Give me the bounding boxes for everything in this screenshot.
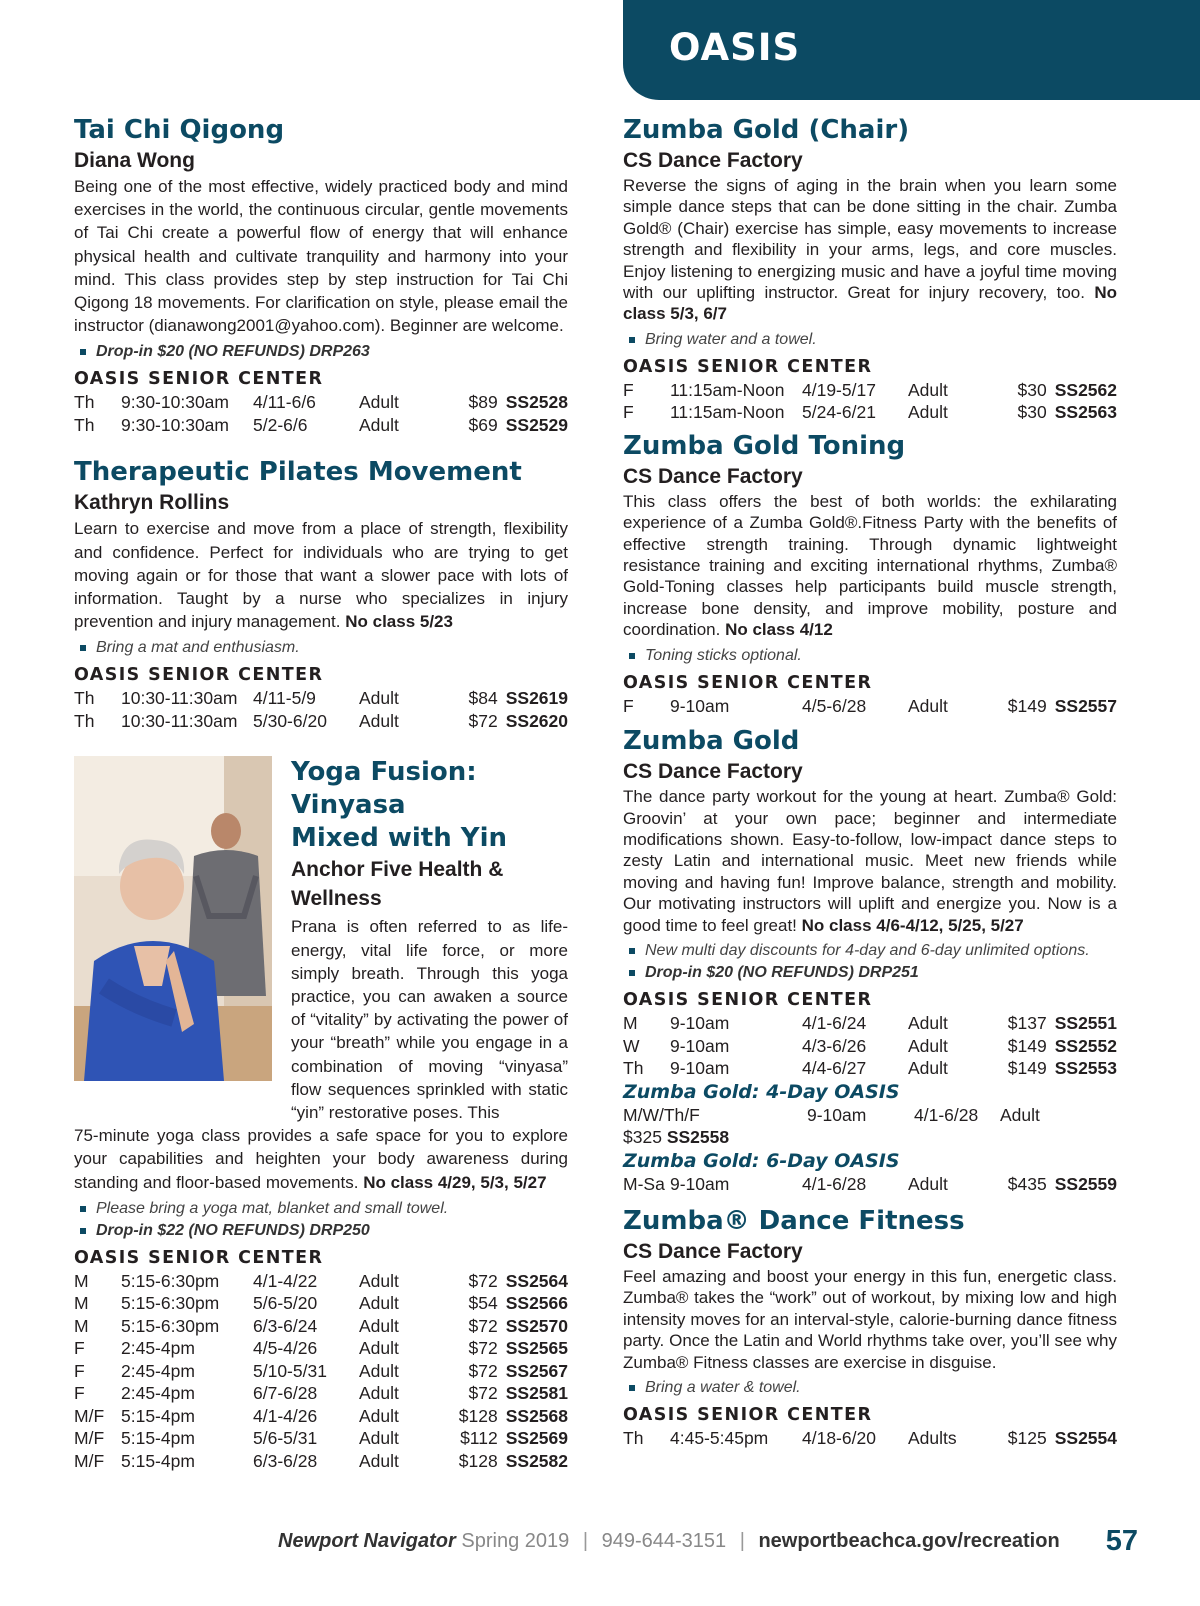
- cell-age: Adult: [908, 1058, 948, 1079]
- cell-fee: $89: [468, 392, 498, 413]
- footer-phone: 949-644-3151: [601, 1530, 727, 1552]
- course-instructor: CS Dance Factory: [623, 149, 803, 172]
- cell-age: Adult: [908, 695, 948, 716]
- cell-dates: 6/3-6/28: [253, 1450, 318, 1471]
- schedule-table: [623, 695, 1117, 718]
- table-row: [74, 687, 568, 710]
- cell-fee: $149: [1007, 695, 1047, 716]
- cell-dates: 4/18-6/20: [802, 1428, 876, 1449]
- cell-code: SS2554: [1054, 1428, 1117, 1449]
- cell-days: M-Sa: [623, 1173, 665, 1194]
- table-row: [74, 1360, 568, 1383]
- cell-fee: $72: [468, 710, 498, 731]
- cell-time: 5:15-6:30pm: [121, 1315, 220, 1336]
- cell-age: Adult: [908, 1013, 948, 1034]
- note-item: Bring water and a towel.: [645, 329, 1117, 351]
- cell-dates: 4/1-6/28: [914, 1104, 979, 1125]
- note-item: Drop-in $20 (NO REFUNDS) DRP251: [645, 962, 1117, 984]
- section-tab: [623, 0, 1200, 100]
- cell-dates: 4/1-6/28: [802, 1173, 867, 1194]
- cell-time: 4:45-5:45pm: [670, 1428, 769, 1449]
- page-number: 57: [1105, 1525, 1138, 1557]
- cell-fee: $325: [623, 1127, 662, 1148]
- cell-age: Adult: [359, 1383, 399, 1404]
- table-row: [74, 391, 568, 414]
- cell-age: Adult: [359, 1315, 399, 1336]
- cell-age: Adult: [1000, 1104, 1040, 1125]
- cell-dates: 5/10-5/31: [253, 1360, 327, 1381]
- cell-days: M/F: [74, 1405, 105, 1426]
- page-footer: [278, 1525, 1138, 1564]
- cell-days: M: [74, 1270, 89, 1291]
- cell-code: SS2564: [505, 1270, 568, 1291]
- table-row: [623, 1427, 1117, 1450]
- schedule-table: [74, 687, 568, 732]
- schedule-table: [74, 391, 568, 436]
- course-title: Zumba Gold Toning: [623, 430, 906, 461]
- course-notes: [623, 329, 1117, 351]
- cell-time: 5:15-4pm: [121, 1405, 195, 1426]
- description-text: Learn to exercise and move from a place of strength, flexibility and confidence. Perfect for individuals who are trying to get moving again or for those that want a slower pace with lots of information. Taught by a nurse who specializes in injury prevention and injury management.: [74, 519, 568, 632]
- cell-time: 9-10am: [670, 1013, 730, 1034]
- table-row: [623, 695, 1117, 718]
- schedule-table: [623, 1012, 1117, 1080]
- cell-time: 9:30-10:30am: [121, 392, 229, 413]
- cell-age: Adult: [359, 710, 399, 731]
- cell-age: Adult: [359, 1428, 399, 1449]
- cell-code: SS2528: [505, 392, 568, 413]
- footer-url[interactable]: newportbeachca.gov/recreation: [758, 1530, 1060, 1552]
- course-instructor: Diana Wong: [74, 149, 195, 172]
- table-row: [623, 1057, 1117, 1080]
- course-zumba-chair: [623, 114, 1117, 424]
- course-notes: [74, 341, 568, 363]
- yoga-photo-illustration: [74, 756, 272, 1081]
- no-class-text: No class 4/29, 5/3, 5/27: [363, 1172, 547, 1192]
- schedule-table: [623, 1427, 1117, 1450]
- cell-dates: 4/1-4/22: [253, 1270, 318, 1291]
- table-row: [623, 1035, 1117, 1058]
- cell-fee: $54: [468, 1293, 498, 1314]
- cell-fee: $72: [468, 1360, 498, 1381]
- yoga-heading: [291, 756, 568, 913]
- note-item: Bring a water & towel.: [645, 1377, 1117, 1399]
- cell-code: SS2563: [1054, 402, 1117, 423]
- cell-code: SS2567: [505, 1360, 568, 1381]
- cell-days: F: [74, 1383, 85, 1404]
- table-row: [74, 1270, 568, 1293]
- note-item: Toning sticks optional.: [645, 645, 1117, 667]
- location-label: OASIS SENIOR CENTER: [623, 672, 873, 693]
- subsection-title: Zumba Gold: 6-Day OASIS: [623, 1149, 900, 1172]
- course-notes: [623, 1377, 1117, 1399]
- cell-fee: $149: [1007, 1035, 1047, 1056]
- cell-days: M/F: [74, 1428, 105, 1449]
- description-text: This class offers the best of both worlds: the exhilarating experience of a Zumba Gold®.Fitness Party with the benefits of effective strength training. Through dynamic lightweight resistance training and exciting international rhythms, Zumba® Gold-Toning classes help participants build muscle strength, increase bone density, and improve mobility, posture and coordination.: [623, 491, 1117, 640]
- table-row: [74, 414, 568, 437]
- cell-days: F: [74, 1360, 85, 1381]
- cell-days: Th: [74, 414, 95, 435]
- subsection-title: Zumba Gold: 4-Day OASIS: [623, 1080, 900, 1103]
- cell-code: SS2558: [666, 1127, 730, 1148]
- left-column: [74, 114, 568, 1472]
- cell-days: Th: [74, 710, 95, 731]
- course-notes: [74, 637, 568, 659]
- course-yoga: [74, 756, 568, 1472]
- no-class-text: No class 5/23: [345, 612, 453, 632]
- course-zumba-gold: [623, 725, 1117, 1195]
- cell-code: SS2581: [505, 1383, 568, 1404]
- cell-age: Adult: [359, 1450, 399, 1471]
- cell-dates: 5/24-6/21: [802, 402, 876, 423]
- no-class-text: No class 4/12: [725, 620, 833, 640]
- cell-code: SS2570: [505, 1315, 568, 1336]
- section-tab-title: OASIS: [669, 26, 801, 69]
- table-row: [74, 1382, 568, 1405]
- course-description: [623, 491, 1117, 641]
- course-description: [74, 1124, 568, 1194]
- cell-age: Adult: [908, 379, 948, 400]
- course-instructor: CS Dance Factory: [623, 760, 803, 784]
- course-description: [623, 175, 1117, 325]
- cell-age: Adult: [908, 1035, 948, 1056]
- table-row: [623, 1104, 1117, 1127]
- cell-dates: 4/5-6/28: [802, 695, 867, 716]
- course-tai-chi: [74, 114, 568, 436]
- cell-days: F: [623, 695, 634, 716]
- cell-code: SS2565: [505, 1338, 568, 1359]
- cell-age: Adult: [359, 1405, 399, 1426]
- cell-days: M/W/Th/F: [623, 1104, 700, 1125]
- table-row: [74, 1450, 568, 1473]
- table-row: [74, 710, 568, 733]
- yoga-photo: [74, 756, 272, 1081]
- cell-days: Th: [74, 688, 95, 709]
- cell-code: SS2559: [1054, 1173, 1117, 1194]
- cell-fee: $72: [468, 1270, 498, 1291]
- cell-code: SS2569: [505, 1428, 568, 1449]
- cell-dates: 4/19-5/17: [802, 379, 876, 400]
- cell-dates: 5/6-5/31: [253, 1428, 318, 1449]
- cell-dates: 6/7-6/28: [253, 1383, 318, 1404]
- schedule-table: [74, 1270, 568, 1473]
- course-title: Zumba® Dance Fitness: [623, 1206, 965, 1237]
- location-label: OASIS SENIOR CENTER: [623, 356, 873, 377]
- cell-age: Adults: [908, 1428, 957, 1449]
- cell-code: SS2562: [1054, 379, 1117, 400]
- course-title: Therapeutic Pilates Movement: [74, 457, 522, 488]
- cell-code: SS2568: [505, 1405, 568, 1426]
- course-description: Being one of the most effective, widely practiced body and mind exercises in the world, the continuous circular, gentle movements of Tai Chi create a powerful flow of energy that will enhance physical health and cultivate tranquility and harmony into your mind. This class provides step by step instruction for Tai Chi Qigong 18 movements. For clarification on style, please email the instructor (dianawong2001@yahoo.com). Beginner are welcome.: [74, 177, 568, 336]
- cell-days: M: [74, 1293, 89, 1314]
- four-day-fee-line: [623, 1126, 1117, 1149]
- cell-code: SS2552: [1054, 1035, 1117, 1056]
- cell-time: 2:45-4pm: [121, 1383, 195, 1404]
- cell-days: F: [623, 379, 634, 400]
- schedule-table: [623, 379, 1117, 424]
- cell-dates: 4/1-4/26: [253, 1405, 318, 1426]
- footer-separator: |: [739, 1530, 745, 1552]
- cell-days: Th: [623, 1058, 644, 1079]
- table-row: [74, 1315, 568, 1338]
- cell-age: Adult: [359, 1293, 399, 1314]
- footer-publication: Newport Navigator: [278, 1530, 456, 1552]
- cell-code: SS2619: [505, 688, 568, 709]
- course-title: [291, 756, 568, 855]
- cell-age: Adult: [908, 1173, 948, 1194]
- cell-time: 10:30-11:30am: [121, 688, 238, 709]
- course-instructor: Kathryn Rollins: [74, 491, 230, 515]
- description-text: 75-minute yoga class provides a safe space for you to explore your capabilities and heighten your body awareness during standing and floor-based movements.: [74, 1126, 568, 1192]
- cell-age: Adult: [359, 688, 399, 709]
- note-item: Drop-in $20 (NO REFUNDS) DRP263: [96, 341, 568, 363]
- table-row: [74, 1337, 568, 1360]
- cell-age: Adult: [359, 392, 399, 413]
- course-instructor: [291, 855, 568, 913]
- cell-dates: 5/30-6/20: [253, 710, 327, 731]
- cell-time: 9-10am: [670, 1173, 730, 1194]
- cell-dates: 5/2-6/6: [253, 414, 308, 435]
- course-instructor: CS Dance Factory: [623, 464, 803, 488]
- cell-code: SS2566: [505, 1293, 568, 1314]
- cell-code: SS2557: [1054, 695, 1117, 716]
- cell-dates: 4/3-6/26: [802, 1035, 867, 1056]
- footer-separator: |: [582, 1530, 589, 1552]
- note-item: Drop-in $22 (NO REFUNDS) DRP250: [96, 1220, 568, 1242]
- cell-days: W: [623, 1035, 640, 1056]
- course-description-wrap: Prana is often referred to as life-energy, vital life force, or more simply breath. Through this yoga practice, you can awaken a source of “vitality” by activating the power of your “breath” while you engage in a combination of moving “vinyasa” flow sequences sprinkled with static “yin” restorative poses. This: [291, 917, 568, 1123]
- cell-days: F: [74, 1338, 85, 1359]
- cell-fee: $149: [1007, 1058, 1047, 1079]
- course-instructor: CS Dance Factory: [623, 1240, 803, 1264]
- cell-days: M/F: [74, 1450, 105, 1471]
- no-class-text: No class 4/6-4/12, 5/25, 5/27: [801, 915, 1024, 935]
- cell-time: 2:45-4pm: [121, 1338, 195, 1359]
- cell-fee: $112: [460, 1428, 498, 1449]
- cell-dates: 4/1-6/24: [802, 1013, 867, 1034]
- cell-time: 10:30-11:30am: [121, 710, 238, 731]
- description-text: The dance party workout for the young at heart. Zumba® Gold: Groovin’ at your own pace; beginner and intermediate modifications shown. Easy-to-follow, low-impact dance steps to zesty Latin and international music. Meet new friends while moving and having fun! Improve balance, strength and mobility. Our motivating instructors will uplift and energize you. Now is a good time to feel great!: [623, 787, 1117, 935]
- table-row: [623, 1173, 1117, 1196]
- location-label: OASIS SENIOR CENTER: [623, 1405, 873, 1426]
- cell-days: F: [623, 402, 634, 423]
- four-day-row: [623, 1104, 1117, 1127]
- location-label: OASIS SENIOR CENTER: [74, 665, 324, 686]
- location-label: OASIS SENIOR CENTER: [74, 369, 324, 390]
- course-title: Tai Chi Qigong: [74, 115, 285, 145]
- cell-dates: 4/5-4/26: [253, 1338, 318, 1359]
- course-description: [623, 786, 1117, 936]
- cell-code: SS2551: [1054, 1013, 1117, 1034]
- course-title: Zumba Gold: [623, 726, 800, 757]
- cell-dates: 4/11-5/9: [253, 688, 316, 709]
- cell-time: 9:30-10:30am: [121, 414, 229, 435]
- note-item: New multi day discounts for 4-day and 6-day unlimited options.: [645, 940, 1117, 962]
- six-day-row: [623, 1173, 1117, 1196]
- cell-age: Adult: [359, 1360, 399, 1381]
- cell-fee: $128: [458, 1405, 498, 1426]
- table-row: [74, 1292, 568, 1315]
- cell-fee: $128: [458, 1450, 498, 1471]
- cell-age: Adult: [359, 414, 399, 435]
- cell-time: 5:15-6:30pm: [121, 1270, 220, 1291]
- cell-fee: $125: [1007, 1428, 1047, 1449]
- cell-fee: $69: [468, 414, 498, 435]
- cell-fee: $30: [1017, 379, 1047, 400]
- cell-age: Adult: [359, 1270, 399, 1291]
- cell-dates: 5/6-5/20: [253, 1293, 318, 1314]
- cell-dates: 6/3-6/24: [253, 1315, 318, 1336]
- note-item: Bring a mat and enthusiasm.: [96, 637, 568, 659]
- course-description: [74, 517, 568, 633]
- course-instructor-line-1: Anchor Five Health &: [291, 858, 504, 882]
- cell-time: 9-10am: [670, 1035, 730, 1056]
- location-label: OASIS SENIOR CENTER: [623, 990, 873, 1011]
- table-row: [623, 379, 1117, 402]
- course-title-line-2: Mixed with Yin: [291, 823, 508, 854]
- cell-fee: $72: [468, 1315, 498, 1336]
- course-title-line-1: Yoga Fusion: Vinyasa: [291, 757, 477, 821]
- footer-season: Spring 2019: [461, 1530, 570, 1552]
- course-instructor-line-2: Wellness: [291, 887, 382, 911]
- course-notes: [623, 940, 1117, 984]
- cell-code: SS2553: [1054, 1058, 1117, 1079]
- note-item: Please bring a yoga mat, blanket and small towel.: [96, 1198, 568, 1220]
- cell-fee: $84: [468, 688, 498, 709]
- cell-fee: $72: [468, 1338, 498, 1359]
- course-pilates: [74, 456, 568, 732]
- course-notes: [623, 645, 1117, 667]
- cell-age: Adult: [908, 402, 948, 423]
- table-row: [623, 1012, 1117, 1035]
- location-label: OASIS SENIOR CENTER: [74, 1247, 324, 1268]
- cell-days: M: [74, 1315, 89, 1336]
- cell-fee: $30: [1017, 402, 1047, 423]
- cell-dates: 4/4-6/27: [802, 1058, 867, 1079]
- cell-days: M: [623, 1013, 638, 1034]
- cell-code: SS2529: [505, 414, 568, 435]
- cell-fee: $72: [468, 1383, 498, 1404]
- cell-time: 11:15am-Noon: [670, 379, 785, 400]
- course-zumba-fitness: [623, 1205, 1117, 1450]
- table-row: [74, 1427, 568, 1450]
- table-row: [623, 401, 1117, 424]
- cell-time: 5:15-4pm: [121, 1450, 195, 1471]
- cell-age: Adult: [359, 1338, 399, 1359]
- cell-time: 5:15-4pm: [121, 1428, 195, 1449]
- description-text: Reverse the signs of aging in the brain when you learn some simple dance steps that can be done sitting in the chair. Zumba Gold® (Chair) exercise has simple, easy movements to increase strength and flexibility in your arms, legs, and core muscles. Enjoy listening to energizing music and have a joyful time moving with our uplifting instructor. Great for injury recovery, too.: [623, 176, 1117, 303]
- course-notes: [74, 1198, 568, 1242]
- cell-days: Th: [623, 1428, 644, 1449]
- cell-time: 5:15-6:30pm: [121, 1293, 220, 1314]
- course-title: Zumba Gold (Chair): [623, 115, 910, 145]
- cell-time: 2:45-4pm: [121, 1360, 195, 1381]
- cell-code: SS2582: [505, 1450, 568, 1471]
- course-zumba-toning: [623, 430, 1117, 717]
- table-row: [74, 1405, 568, 1428]
- cell-fee: $435: [1007, 1173, 1047, 1194]
- cell-code: SS2620: [505, 710, 568, 731]
- cell-days: Th: [74, 392, 95, 413]
- cell-dates: 4/11-6/6: [253, 392, 316, 413]
- cell-fee: $137: [1007, 1013, 1047, 1034]
- right-column: [623, 114, 1117, 1450]
- cell-time: 11:15am-Noon: [670, 402, 785, 423]
- course-description: Feel amazing and boost your energy in this fun, energetic class. Zumba® takes the “work” out of workout, by mixing low and high intensity moves for an interval-style, calorie-burning dance fitness party. Once the Latin and World rhythms take over, you’ll see why Zumba® Fitness classes are exercise in disguise.: [623, 1267, 1117, 1372]
- cell-time: 9-10am: [807, 1104, 867, 1125]
- cell-time: 9-10am: [670, 1058, 730, 1079]
- cell-time: 9-10am: [670, 695, 730, 716]
- no-class-text: No class 5/3, 6/7: [623, 283, 1118, 324]
